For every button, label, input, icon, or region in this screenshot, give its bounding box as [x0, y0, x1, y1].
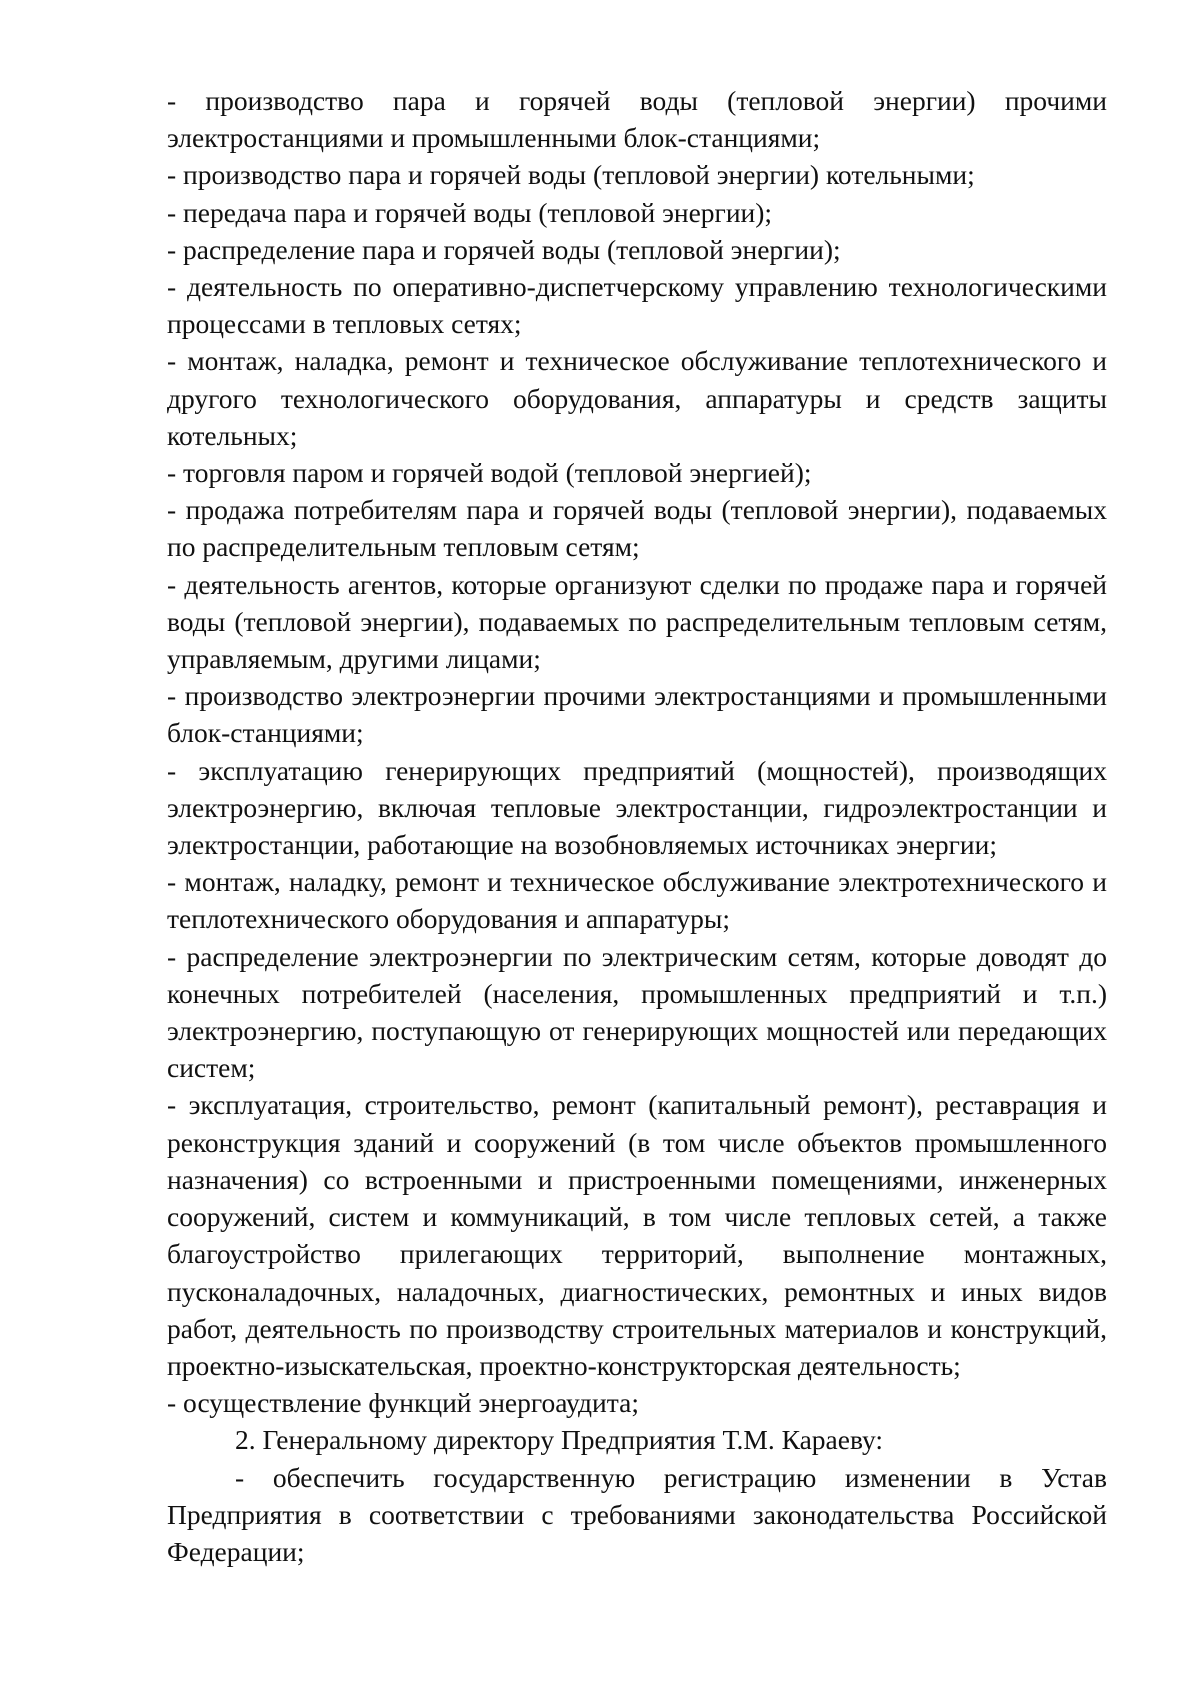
list-item: - осуществление функций энергоаудита;	[167, 1387, 639, 1419]
list-item: - распределение пара и горячей воды (тепловой энергии);	[167, 233, 841, 265]
list-item: - распределение электроэнергии по электрическим сетям, которые доводят до конечных потребителей (населения, промышленных предприятий и т.п.) электроэнергию, поступающую от генерирующих мощностей или передающих систем;	[167, 940, 1107, 1084]
list-item: - монтаж, наладку, ремонт и техническое обслуживание электротехнического и теплотехнического оборудования и аппаратуры;	[167, 866, 1107, 935]
list-item: - эксплуатация, строительство, ремонт (капитальный ремонт), реставрация и реконструкция зданий и сооружений (в том числе объектов промышленного назначения) со встроенными и пристроенными помещениями, инженерных сооружений, систем и коммуникаций, в том числе тепловых сетей, а также благоустройство прилегающих территорий, выполнение монтажных, пусконаладочных, наладочных, диагностических, ремонтных и иных видов работ, деятельность по производству строительных материалов и конструкций, проектно-изыскательская, проектно-конструкторская деятельность;	[167, 1089, 1107, 1381]
list-item: - производство пара и горячей воды (тепловой энергии) котельными;	[167, 159, 975, 191]
instruction-item: - обеспечить государственную регистрацию изменении в Устав Предприятия в соответствии с требованиями законодательства Российской Федерации;	[167, 1461, 1107, 1567]
section-heading: 2. Генеральному директору Предприятия Т.М. Караеву:	[235, 1424, 884, 1456]
list-item: - производство пара и горячей воды (тепловой энергии) прочими электростанциями и промышленными блок-станциями;	[167, 85, 1107, 154]
list-item: - деятельность по оперативно-диспетчерскому управлению технологическими процессами в тепловых сетях;	[167, 271, 1107, 340]
list-item: - деятельность агентов, которые организуют сделки по продаже пара и горячей воды (тепловой энергии), подаваемых по распределительным тепловым сетям, управляемым, другими лицами;	[167, 568, 1107, 675]
list-item: - продажа потребителям пара и горячей воды (тепловой энергии), подаваемых по распределительным тепловым сетям;	[167, 494, 1107, 563]
list-item: - монтаж, наладка, ремонт и техническое обслуживание теплотехнического и другого технологического оборудования, аппаратуры и средств защиты котельных;	[167, 345, 1107, 451]
document-body	[167, 82, 1107, 1570]
list-item: - производство электроэнергии прочими электростанциями и промышленными блок-станциями;	[167, 680, 1107, 749]
list-item: - торговля паром и горячей водой (тепловой энергией);	[167, 457, 812, 489]
list-item: - эксплуатацию генерирующих предприятий (мощностей), производящих электроэнергию, включая тепловые электростанции, гидроэлектростанции и электростанции, работающие на возобновляемых источниках энергии;	[167, 754, 1107, 861]
list-item: - передача пара и горячей воды (тепловой энергии);	[167, 196, 773, 228]
